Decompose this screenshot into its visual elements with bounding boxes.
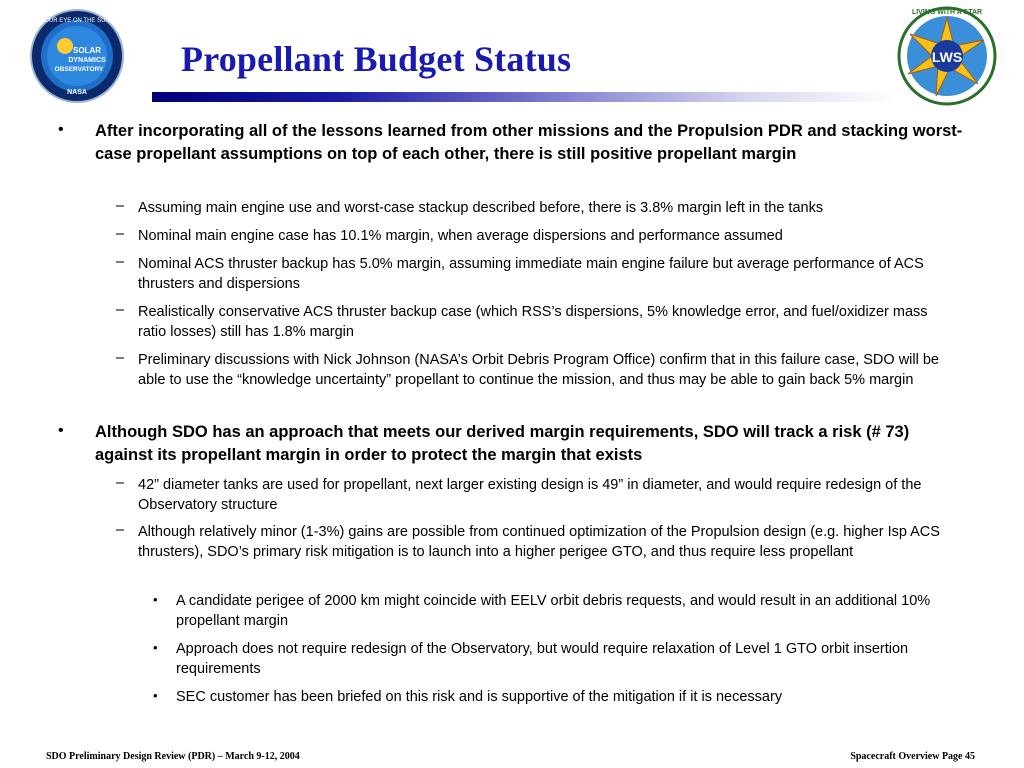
bullet-1-sub-5: Preliminary discussions with Nick Johnson (NASA’s Orbit Debris Program Office) confirm that in this failure case, SDO will be able to use the “knowledge uncertainty” propellant to continue the mission, and thus may be able to gain back 5% margin: [138, 352, 939, 388]
sdo-logo-line1: SOLAR: [73, 46, 101, 55]
sub-bullet-marker: •: [153, 592, 158, 607]
bullet-2-text: Although SDO has an approach that meets our derived margin requirements, SDO will track a risk (# 73) against its propellant margin in order to protect the margin that exists: [95, 423, 910, 464]
bullet-2-sub-2-item-1: A candidate perigee of 2000 km might coincide with EELV orbit debris requests, and would result in an additional 10% propellant margin: [176, 593, 931, 629]
title-underline-bar: [152, 92, 896, 102]
sub-bullet-marker: •: [153, 688, 158, 703]
sdo-logo-line2: DYNAMICS: [68, 57, 106, 64]
bullet-2-sub-2-item-3: SEC customer has been briefed on this risk and is supportive of the mitigation if it is necessary: [176, 689, 783, 705]
sdo-logo-bottom: NASA: [67, 89, 87, 96]
dash-marker: –: [116, 522, 125, 538]
lws-logo-center: LWS: [931, 49, 963, 65]
bullet-2-sub-2: Although relatively minor (1-3%) gains are possible from continued optimization of the Propulsion design (e.g. higher Isp ACS thrusters), SDO’s primary risk mitigation is to launch into a higher perigee GTO, and thus require less propellant: [138, 524, 940, 560]
bullet-1-sub-2: Nominal main engine case has 10.1% margin, when average dispersions and performance assumed: [138, 228, 783, 244]
footer-right: Spacecraft Overview Page 45: [850, 751, 975, 762]
footer-left: SDO Preliminary Design Review (PDR) – March 9-12, 2004: [46, 751, 300, 762]
bullet-2-sub-1: 42” diameter tanks are used for propellant, next larger existing design is 49” in diameter, and would require redesign of the Observatory structure: [138, 477, 922, 513]
dash-marker: –: [116, 226, 125, 242]
lws-logo: [888, 4, 1006, 108]
lws-logo-ring-text: LIVING WITH A STAR: [911, 9, 983, 16]
sdo-logo-ring-text: OUR EYE ON THE SUN: [44, 18, 110, 24]
sub-bullet-marker: •: [153, 640, 158, 655]
dash-marker: –: [116, 475, 125, 491]
dash-marker: –: [116, 198, 125, 214]
bullet-1-text: After incorporating all of the lessons learned from other missions and the Propulsion PDR and stacking worst-case propellant assumptions on top of each other, there is still positive propellant margin: [95, 122, 963, 163]
bullet-1-sub-4: Realistically conservative ACS thruster backup case (which RSS’s dispersions, 5% knowledge error, and fuel/oxidizer mass ratio losses) still has 1.8% margin: [138, 304, 928, 340]
dash-marker: –: [116, 254, 125, 270]
dash-marker: –: [116, 302, 125, 318]
dash-marker: –: [116, 350, 125, 366]
sdo-logo-line3: OBSERVATORY: [54, 66, 104, 73]
bullet-1-sub-1: Assuming main engine use and worst-case stackup described before, there is 3.8% margin left in the tanks: [138, 200, 824, 216]
bullet-marker: •: [58, 422, 64, 439]
bullet-2-sub-2-item-2: Approach does not require redesign of the Observatory, but would require relaxation of Level 1 GTO orbit insertion requirements: [176, 641, 909, 677]
slide-title: Propellant Budget Status: [181, 39, 572, 79]
sdo-logo: [27, 8, 127, 104]
bullet-1-sub-3: Nominal ACS thruster backup has 5.0% margin, assuming immediate main engine failure but average performance of ACS thrusters and dispersions: [138, 256, 924, 292]
bullet-marker: •: [58, 121, 64, 138]
